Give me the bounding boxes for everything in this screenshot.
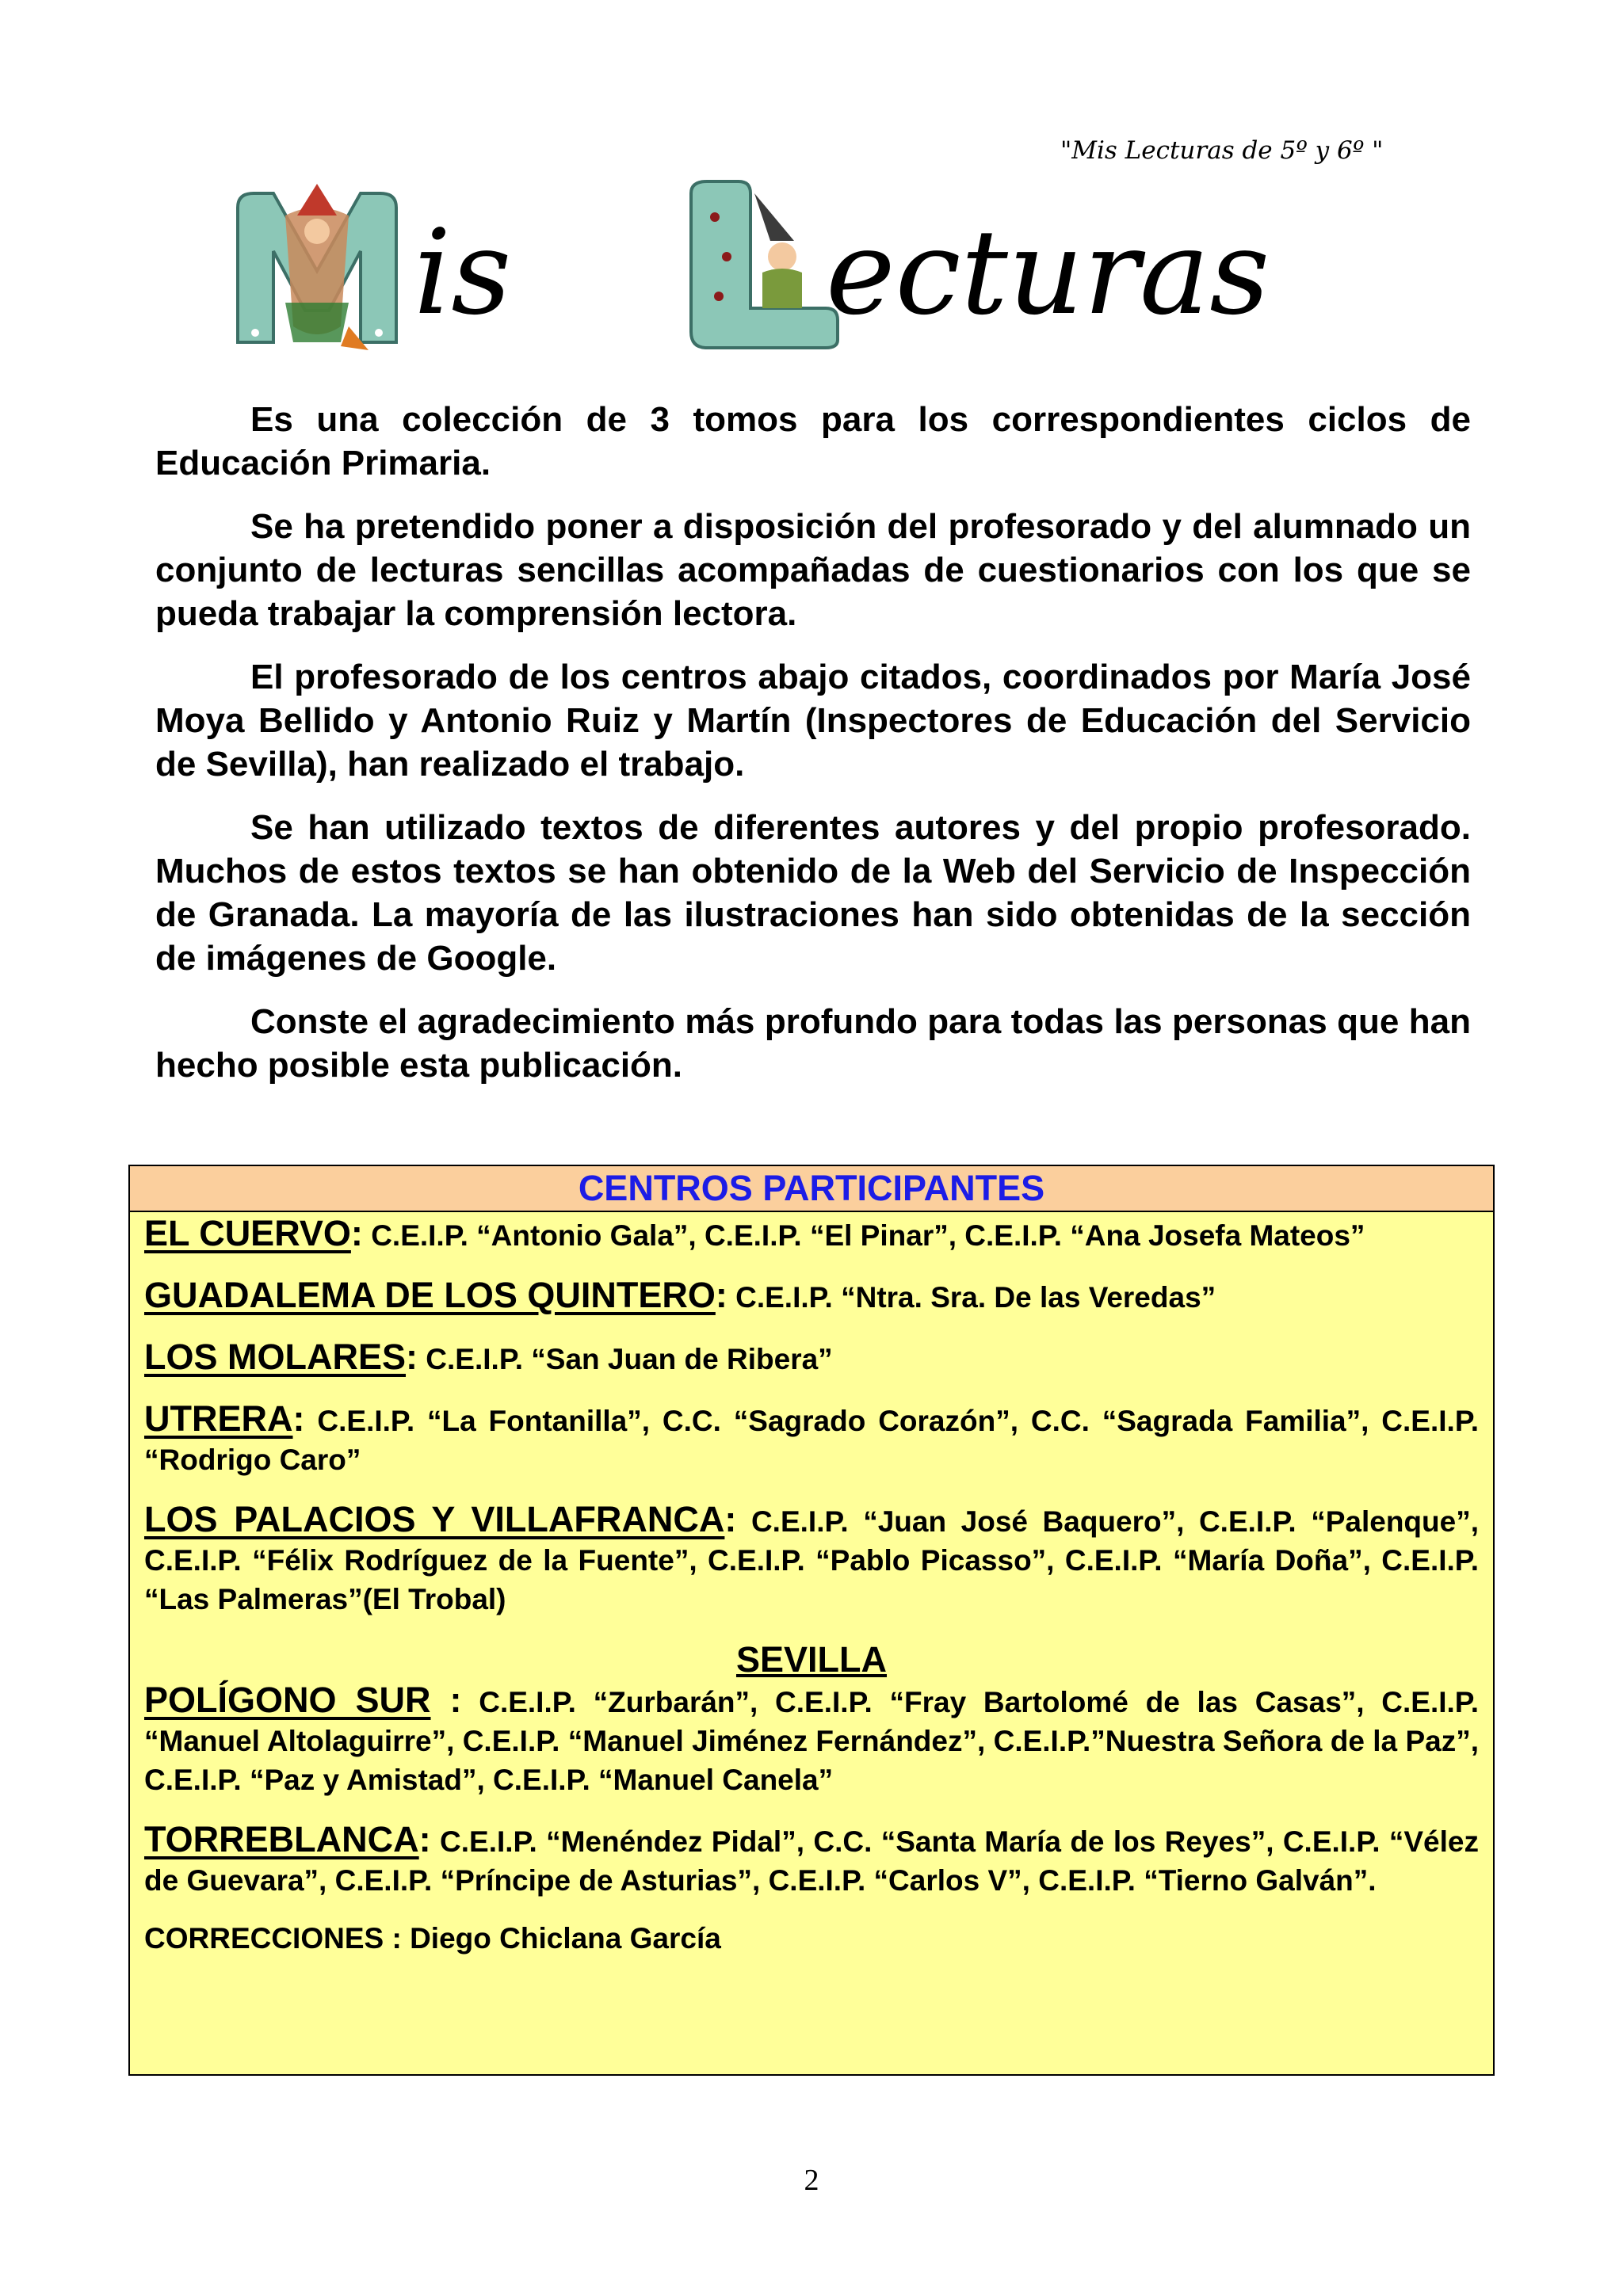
centros-heading: CENTROS PARTICIPANTES <box>130 1166 1493 1212</box>
intro-paragraph: Es una colección de 3 tomos para los correspondientes ciclos de Educación Primaria. <box>155 400 1471 482</box>
decorative-title <box>230 184 1270 350</box>
intro-paragraph: Conste el agradecimiento más profundo para todas las personas que han hecho posible esta publicación. <box>155 1002 1471 1085</box>
school-list: C.E.I.P. “Ntra. Sra. De las Veredas” <box>735 1281 1216 1314</box>
centro-entry <box>144 1820 1479 1900</box>
town-separator: : <box>350 1213 363 1253</box>
decorative-letter-m <box>230 184 412 350</box>
town-name: GUADALEMA DE LOS QUINTERO <box>144 1275 716 1315</box>
decorative-letter-l <box>683 177 842 352</box>
school-list: C.E.I.P. “Menéndez Pidal”, C.C. “Santa María de los Reyes”, C.E.I.P. “Vélez de Guevara”, C.E.I.P. “Príncipe de Asturias”, C.E.I.P. “Carlos V”, C.E.I.P. “Tierno Galván”. <box>144 1825 1479 1897</box>
centro-entry <box>144 1680 1479 1799</box>
town-separator: : <box>292 1398 305 1439</box>
town-name: POLÍGONO SUR <box>144 1680 431 1720</box>
title-word-mis: is <box>414 204 512 341</box>
school-list: C.E.I.P. “La Fontanilla”, C.C. “Sagrado Corazón”, C.C. “Sagrada Familia”, C.E.I.P. “Rodrigo Caro” <box>144 1405 1480 1476</box>
centros-list <box>130 1212 1493 1957</box>
town-separator: : <box>724 1499 737 1539</box>
town-separator: : <box>418 1819 431 1859</box>
intro-paragraph: Se han utilizado textos de diferentes autores y del propio profesorado. Muchos de estos textos se han obtenido de la Web del Servicio de Inspección de Granada. La mayoría de las ilustraciones han sido obtenidas de la sección de imágenes de Google. <box>155 808 1471 978</box>
region-heading-sevilla: SEVILLA <box>735 1639 888 1680</box>
town-name: LOS PALACIOS Y VILLAFRANCA <box>144 1499 725 1539</box>
centro-entry <box>144 1500 1479 1619</box>
centros-participantes-box <box>128 1165 1495 2076</box>
centro-entry <box>144 1399 1479 1479</box>
town-separator: : <box>430 1680 462 1720</box>
header-note: "Mis Lecturas de 5º y 6º " <box>1060 136 1384 165</box>
credits-line: CORRECCIONES : Diego Chiclana García <box>144 1922 721 1955</box>
title-word-lecturas: ecturas <box>826 204 1270 341</box>
school-list: C.E.I.P. “San Juan de Ribera” <box>426 1343 833 1375</box>
town-name: LOS MOLARES <box>144 1337 407 1377</box>
page-number: 2 <box>804 2164 819 2197</box>
town-name: TORREBLANCA <box>144 1819 419 1859</box>
town-name: EL CUERVO <box>144 1213 351 1253</box>
town-separator: : <box>406 1337 418 1377</box>
centro-entry <box>144 1337 1479 1379</box>
intro-text <box>155 398 1471 1107</box>
school-list: C.E.I.P. “Antonio Gala”, C.E.I.P. “El Pinar”, C.E.I.P. “Ana Josefa Mateos” <box>371 1219 1365 1252</box>
school-list: C.E.I.P. “Zurbarán”, C.E.I.P. “Fray Bartolomé de las Casas”, C.E.I.P. “Manuel Altolaguirre”, C.E.I.P. “Manuel Jiménez Fernández”, C.E.I.P.”Nuestra Señora de la Paz”, C.E.I.P. “Paz y Amistad”, C.E.I.P. “Manuel Canela” <box>144 1686 1479 1796</box>
town-name: UTRERA <box>144 1398 293 1439</box>
intro-paragraph: Se ha pretendido poner a disposición del profesorado y del alumnado un conjunto de lecturas sencillas acompañadas de cuestionarios con los que se pueda trabajar la comprensión lectora. <box>155 507 1471 633</box>
town-separator: : <box>715 1275 727 1315</box>
intro-paragraph: El profesorado de los centros abajo citados, coordinados por María José Moya Bellido y Antonio Ruiz y Martín (Inspectores de Educación del Servicio de Sevilla), han realizado el trabajo. <box>155 658 1471 784</box>
centro-entry <box>144 1214 1479 1255</box>
centro-entry <box>144 1276 1479 1317</box>
school-list: C.E.I.P. “Juan José Baquero”, C.E.I.P. “Palenque”, C.E.I.P. “Félix Rodríguez de la Fuente”, C.E.I.P. “Pablo Picasso”, C.E.I.P. “María Doña”, C.E.I.P. “Las Palmeras”(El Trobal) <box>144 1505 1479 1615</box>
